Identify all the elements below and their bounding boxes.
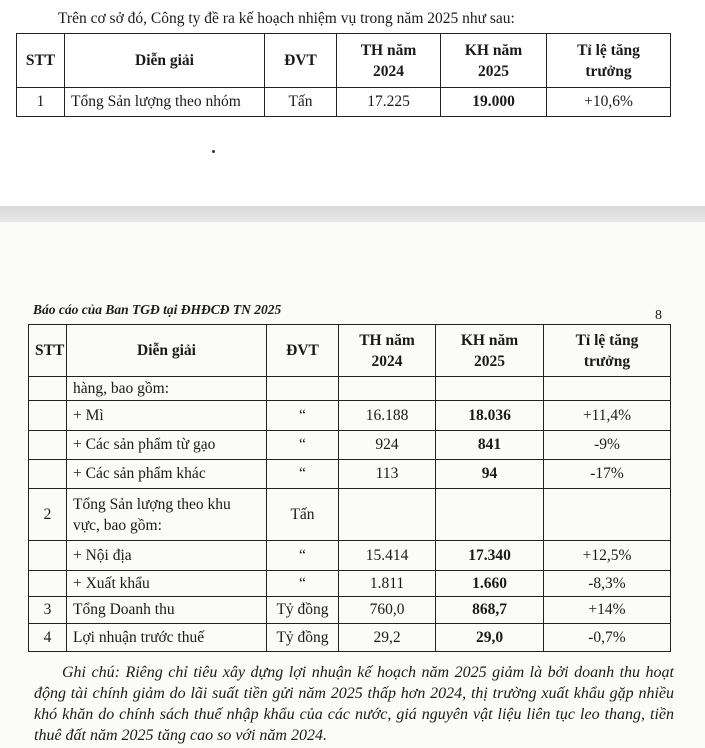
cell-tl: +10,6% [547,88,671,117]
table-row [29,431,671,460]
cell-dvt: “ [267,460,339,489]
header-th-2024: TH năm 2024 [339,325,436,377]
cell-th: 760,0 [339,597,436,624]
header-stt: STT [17,34,65,88]
cell-th: 15.414 [339,541,436,571]
intro-paragraph: Trên cơ sở đó, Công ty đề ra kế hoạch nhiệm vụ trong năm 2025 như sau: [58,10,515,27]
cell-tl: -0,7% [544,624,671,652]
cell-desc: Tổng Doanh thu [67,597,267,624]
footnote: Ghi chú: Riêng chỉ tiêu xây dựng lợi nhuận kế hoạch năm 2025 giảm là bởi doanh thu hoạt động tài chính giảm do lãi suất tiền gửi năm 2025 thấp hơn 2024, thị trường xuất khẩu gặp nhiều khó khăn do chính sách thuế nhập khẩu của các nước, giá nguyên vật liệu liên tục leo thang, tiền thuê đất năm 2025 tăng cao so với năm 2024. [34,664,674,744]
cell-desc: hàng, bao gồm: [67,377,267,401]
cell-stt: 4 [29,624,67,652]
header-dvt: ĐVT [267,325,339,377]
cell-stt [29,460,67,489]
header-dvt: ĐVT [265,34,337,88]
speck-mark [212,150,215,153]
cell-kh: 29,0 [436,624,544,652]
cell-stt: 1 [17,88,65,117]
table-row [29,489,671,541]
cell-kh: 18.036 [436,401,544,431]
cell-tl [544,489,671,541]
table-row [29,571,671,597]
cell-dvt: Tấn [267,489,339,541]
header-ti-le: Tỉ lệ tăng trưởng [547,34,671,88]
cell-dvt: “ [267,571,339,597]
cell-dvt: Tỷ đồng [267,624,339,652]
cell-desc: + Mì [67,401,267,431]
cell-tl: -9% [544,431,671,460]
cell-kh: 17.340 [436,541,544,571]
table-row [29,377,671,401]
header-dien-giai: Diễn giải [67,325,267,377]
cell-desc: + Nội địa [67,541,267,571]
table-row [17,88,671,117]
cell-kh: 94 [436,460,544,489]
table-row [29,460,671,489]
cell-kh: 1.660 [436,571,544,597]
header-th-2024: TH năm 2024 [337,34,441,88]
cell-desc: Tổng Sản lượng theo khu vực, bao gồm: [67,489,267,541]
cell-th: 29,2 [339,624,436,652]
cell-dvt: “ [267,431,339,460]
cell-dvt: “ [267,401,339,431]
cell-kh [436,377,544,401]
page-header: Báo cáo của Ban TGĐ tại ĐHĐCĐ TN 2025 [33,302,282,317]
page-gap [0,206,705,222]
page-number: 8 [655,308,662,323]
cell-tl [544,377,671,401]
table-header-row [29,325,671,377]
cell-tl: +11,4% [544,401,671,431]
cell-dvt [267,377,339,401]
cell-kh: 868,7 [436,597,544,624]
cell-stt [29,541,67,571]
cell-dvt: Tỷ đồng [267,597,339,624]
header-kh-2025: KH năm 2025 [436,325,544,377]
cell-dvt: “ [267,541,339,571]
cell-th [339,377,436,401]
cell-th: 17.225 [337,88,441,117]
document-page-top [0,0,705,206]
cell-stt [29,401,67,431]
header-kh-2025: KH năm 2025 [441,34,547,88]
cell-stt: 3 [29,597,67,624]
cell-th [339,489,436,541]
cell-stt [29,571,67,597]
cell-tl: +12,5% [544,541,671,571]
cell-kh: 19.000 [441,88,547,117]
plan-table-1 [16,33,671,117]
table-row [29,541,671,571]
cell-desc: + Xuất khẩu [67,571,267,597]
cell-th: 924 [339,431,436,460]
cell-dvt: Tấn [265,88,337,117]
plan-table-2 [28,324,671,652]
cell-th: 113 [339,460,436,489]
cell-th: 1.811 [339,571,436,597]
cell-desc: Tổng Sản lượng theo nhóm [65,88,265,117]
cell-kh: 841 [436,431,544,460]
cell-stt [29,377,67,401]
table-row [29,401,671,431]
cell-stt [29,431,67,460]
cell-kh [436,489,544,541]
table-row [29,624,671,652]
cell-tl: -17% [544,460,671,489]
table-header-row [17,34,671,88]
cell-tl: +14% [544,597,671,624]
header-dien-giai: Diễn giải [65,34,265,88]
cell-desc: Lợi nhuận trước thuế [67,624,267,652]
cell-desc: + Các sản phẩm từ gạo [67,431,267,460]
header-ti-le: Tỉ lệ tăng trưởng [544,325,671,377]
table-row [29,597,671,624]
cell-th: 16.188 [339,401,436,431]
cell-stt: 2 [29,489,67,541]
header-stt: STT [29,325,67,377]
cell-desc: + Các sản phẩm khác [67,460,267,489]
cell-tl: -8,3% [544,571,671,597]
